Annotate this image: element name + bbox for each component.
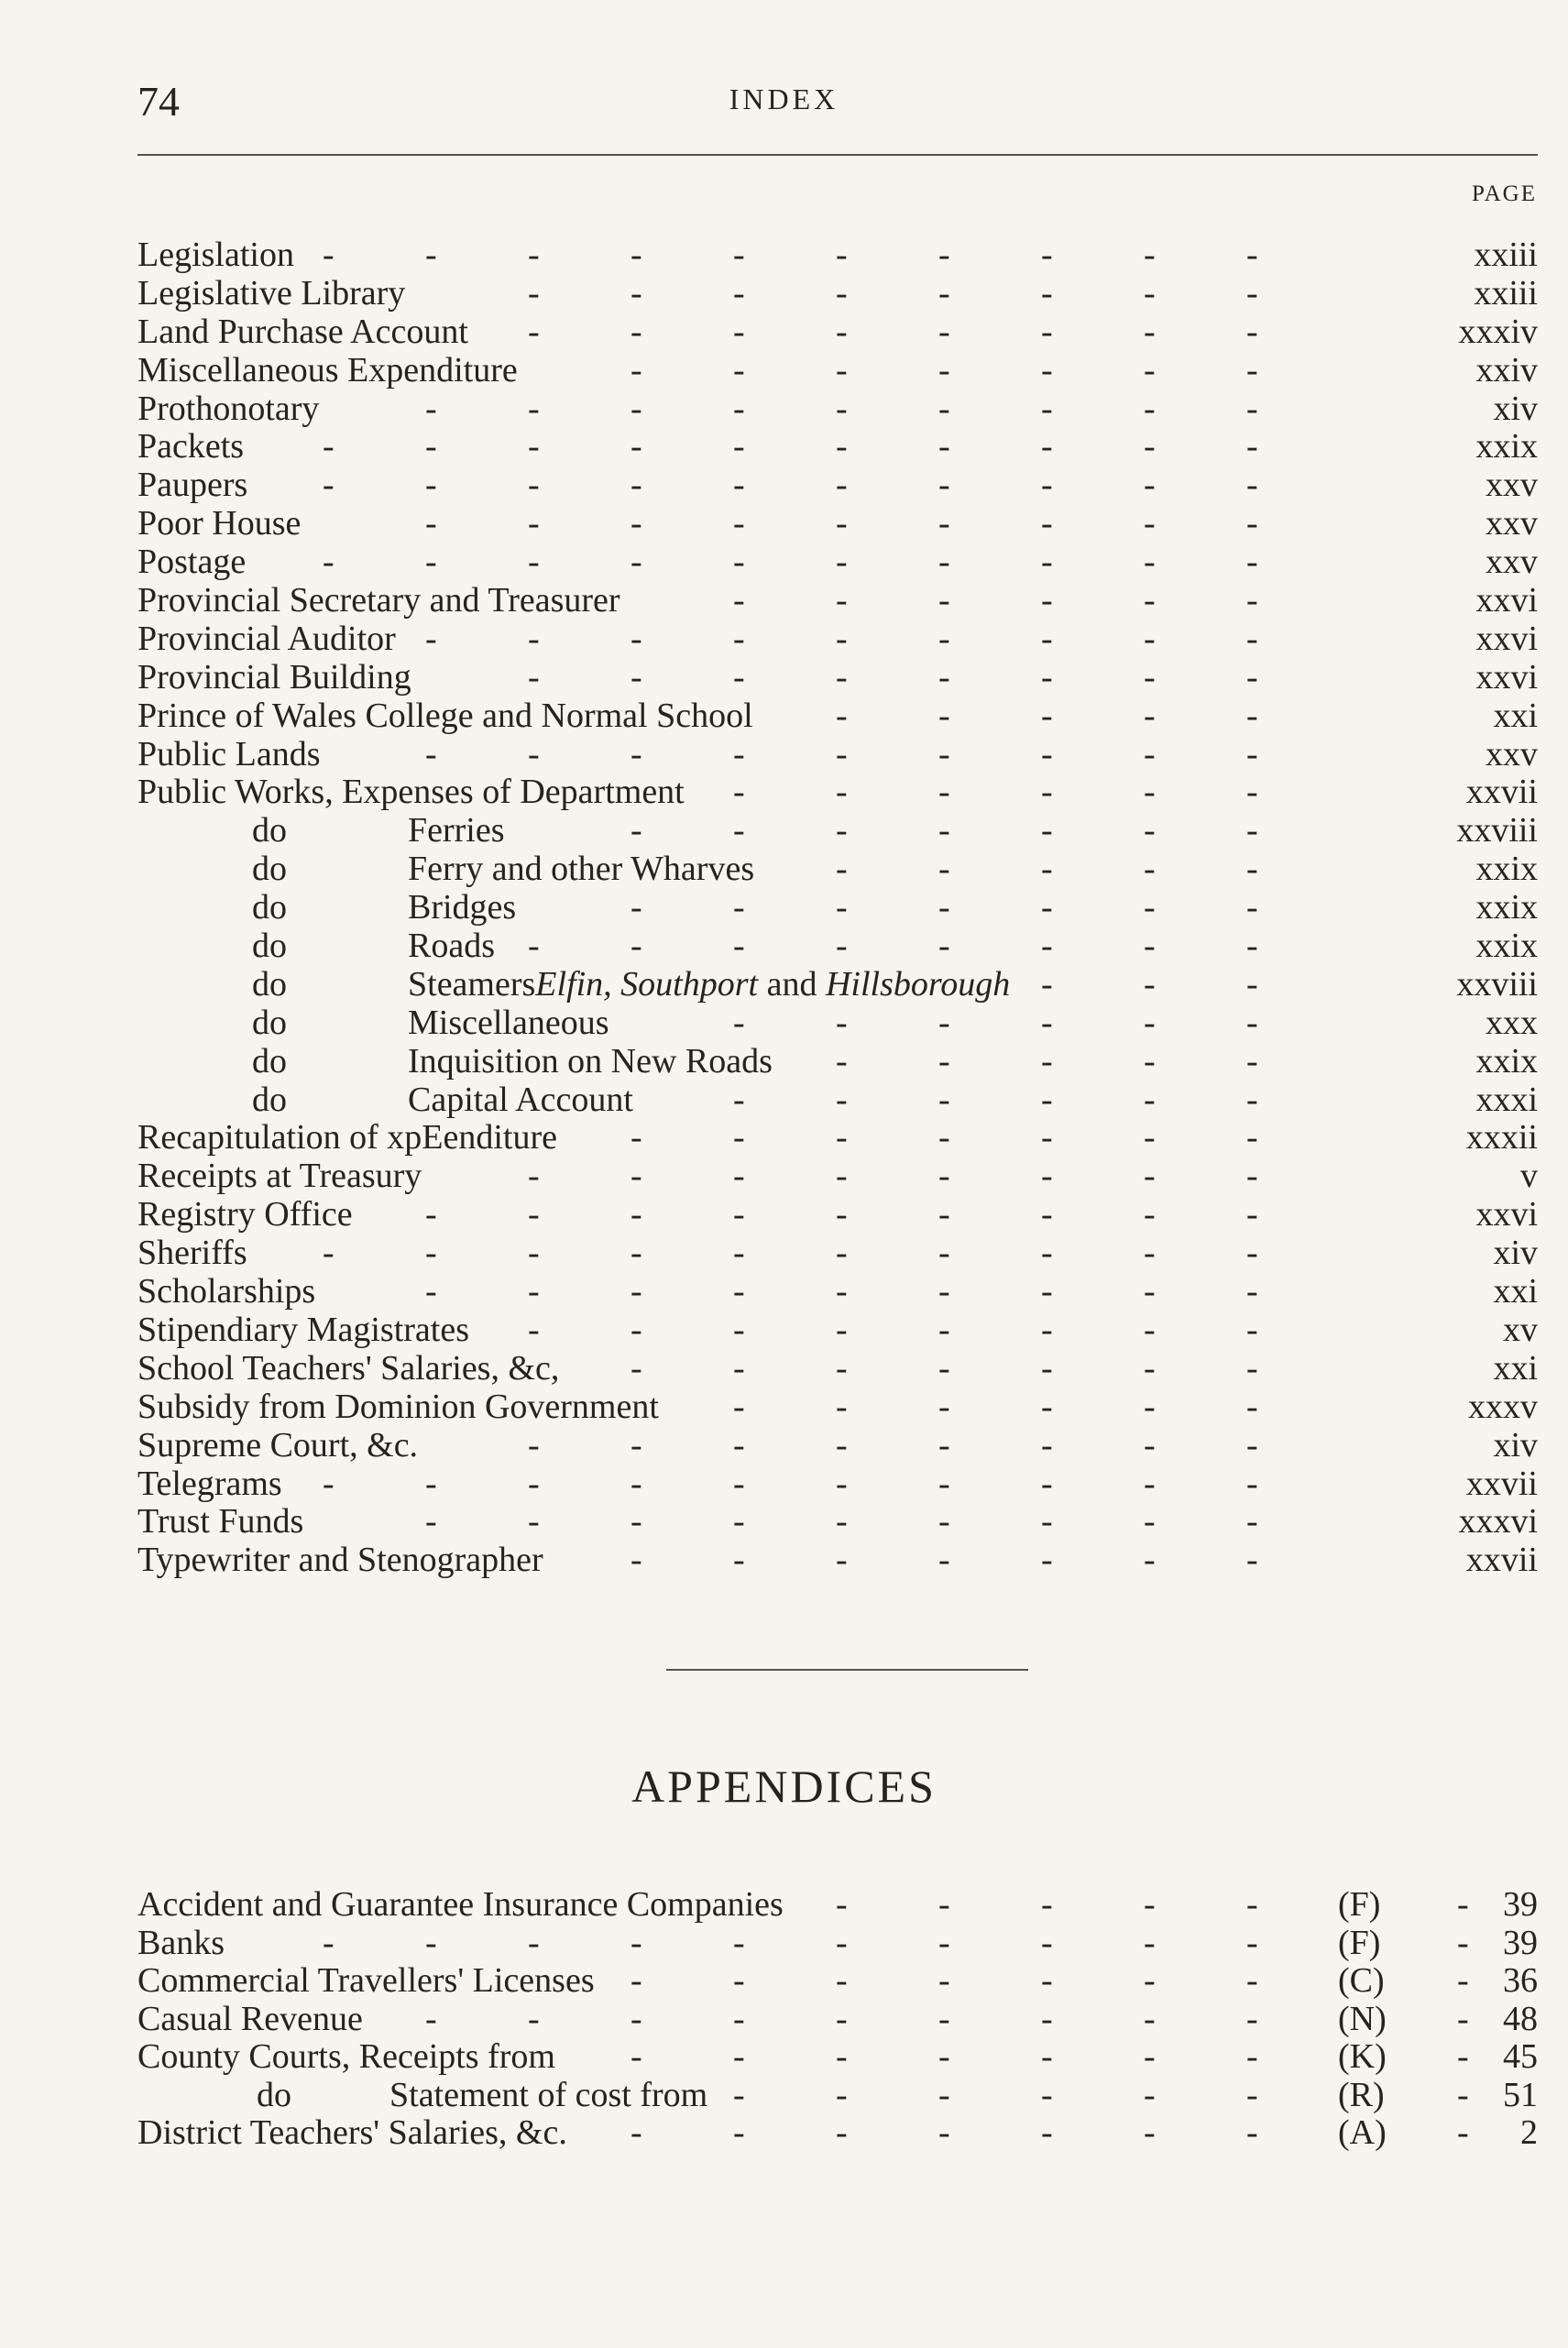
leader-dashes: - - - - - - - - - - [323, 236, 1258, 274]
entry-label [137, 313, 468, 352]
leader-dashes: - - - - - - - [630, 811, 1258, 850]
appendix-label-text: Statement of cost from [389, 2075, 708, 2114]
entry-label [137, 428, 244, 466]
entry-page: xxi [1493, 1272, 1538, 1311]
ditto-mark: do [252, 927, 287, 966]
leader-dashes: - - - - - - - - - - [323, 1234, 1258, 1273]
appendix-page: 51 [1503, 2075, 1538, 2114]
entry-page: xxxvi [1458, 1502, 1538, 1542]
leader-dashes: - - - - - - - - - [425, 1999, 1258, 2038]
index-entry [137, 313, 1538, 352]
appendix-page: 2 [1520, 2113, 1538, 2152]
entry-label-text: Stipendiary Magistrates [137, 1310, 469, 1349]
leader-dash: - [1457, 1961, 1469, 2000]
ditto-mark: do [252, 811, 287, 850]
appendix-label [137, 1925, 225, 1963]
entry-label-text: Roads [408, 927, 495, 966]
entry-page: xxv [1486, 504, 1538, 543]
leader-dashes: - - - [1041, 964, 1258, 1004]
appendix-page: 36 [1503, 1961, 1538, 2000]
appendix-entry [137, 1962, 1538, 2001]
appendix-label [137, 2001, 363, 2039]
entry-page: v [1520, 1157, 1538, 1196]
entry-label [252, 1081, 633, 1120]
leader-dashes: - - - - - - - - [528, 1157, 1258, 1196]
leader-dashes: - - - - - - - - - [425, 1502, 1258, 1542]
entry-label [137, 1503, 303, 1542]
entry-label-text: Supreme Court, &c. [137, 1425, 419, 1465]
header-rule [137, 154, 1538, 156]
entry-label-text: Prothonotary [137, 389, 320, 428]
entry-label-text: School Teachers' Salaries, &c, [137, 1348, 560, 1388]
appendix-label [257, 2077, 707, 2115]
index-entry [137, 1465, 1538, 1504]
leader-dashes: - - - - - - - - - - [323, 1464, 1258, 1503]
entry-label [252, 850, 754, 889]
leader-dashes: - - - - - - - [630, 888, 1258, 927]
leader-dashes: - - - - - - [733, 581, 1258, 620]
index-entry [137, 352, 1538, 390]
leader-dashes: - - - - - [836, 1885, 1258, 1924]
entry-label-text: Prince of Wales College and Normal School [137, 696, 753, 735]
entry-page: xxix [1475, 927, 1538, 966]
leader-dashes: - - - - - - [733, 1387, 1258, 1426]
entry-page: xxvii [1465, 773, 1538, 812]
entry-page: xxix [1475, 1041, 1538, 1081]
leader-dash: - [1457, 2037, 1469, 2076]
entry-page: xxvii [1465, 1464, 1538, 1503]
entry-label [137, 620, 396, 659]
entry-page: xxvii [1465, 1541, 1538, 1580]
entry-page: xxvi [1475, 1195, 1538, 1234]
leader-dash: - [1457, 2075, 1469, 2114]
appendix-letter: (K) [1338, 2037, 1387, 2076]
entry-label [137, 659, 411, 697]
leader-dash: - [1457, 1885, 1469, 1924]
appendix-page: 39 [1503, 1885, 1538, 1924]
entry-label-text: Inquisition on New Roads [408, 1041, 773, 1081]
index-entry [137, 889, 1538, 927]
leader-dashes: - - - - - - - - - [425, 389, 1258, 428]
appendix-label-text: County Courts, Receipts from [137, 2037, 555, 2076]
appendix-label-text: Accident and Guarantee Insurance Companies [137, 1885, 784, 1924]
leader-dashes: - - - - - [836, 1041, 1258, 1081]
appendix-entry [137, 1886, 1538, 1925]
entry-label-text: Capital Account [408, 1080, 633, 1119]
entry-label [137, 390, 319, 429]
index-entry [137, 620, 1538, 659]
entry-label-text: Provincial Auditor [137, 619, 396, 658]
entry-label [137, 1542, 543, 1580]
entry-label-text: Legislation [137, 236, 294, 274]
entry-label-text: Ferries [408, 811, 505, 850]
ditto-mark: do [252, 1003, 287, 1042]
leader-dashes: - - - - - - - [630, 2037, 1258, 2076]
entry-page: xxx [1486, 1003, 1538, 1042]
index-entry [137, 966, 1538, 1004]
ditto-mark: do [252, 850, 287, 889]
leader-dashes: - - - - - - - - [528, 1425, 1258, 1465]
entry-label-text: Poor House [137, 504, 302, 543]
entry-page: xv [1503, 1310, 1538, 1349]
entry-page: xxiv [1475, 350, 1538, 390]
index-entry [137, 736, 1538, 774]
entry-label-text: Telegrams [137, 1464, 282, 1503]
leader-dashes: - - - - - - - - - - [323, 466, 1258, 505]
leader-dashes: - - - - - - - - - [425, 619, 1258, 658]
entry-label [252, 1043, 773, 1081]
entry-page: xxviii [1456, 964, 1538, 1004]
appendix-page: 45 [1503, 2037, 1538, 2076]
entry-label-text: Typewriter and Stenographer [137, 1541, 543, 1580]
index-entry [137, 505, 1538, 543]
leader-dashes: - - - - - - [733, 1080, 1258, 1119]
entry-label [137, 1427, 418, 1465]
leader-dashes: - - - - - [836, 696, 1258, 735]
entry-label [137, 697, 753, 736]
index-entry [137, 1158, 1538, 1196]
entry-label [137, 736, 320, 774]
appendix-entry [137, 2001, 1538, 2039]
leader-dashes: - - - - - - - - [528, 273, 1258, 313]
entry-label [137, 1196, 353, 1234]
entry-page: xxix [1475, 427, 1538, 466]
entry-label [252, 966, 1010, 1004]
index-entry [137, 1388, 1538, 1427]
appendix-label [137, 1886, 784, 1925]
entry-label-text: Packets [137, 427, 245, 466]
entry-label [137, 1388, 659, 1427]
entry-page: xxiii [1474, 236, 1538, 274]
leader-dash: - [1457, 1923, 1469, 1962]
entry-label-part: Hillsborough [825, 964, 1011, 1004]
entry-label [137, 1465, 282, 1504]
entry-label-text: Public Works, Expenses of Department [137, 773, 685, 812]
index-entry [137, 466, 1538, 505]
leader-dashes: - - - - - - [733, 1003, 1258, 1042]
leader-dashes: - - - - - - - [630, 1961, 1258, 2000]
entry-label [137, 1311, 469, 1350]
index-entry [137, 390, 1538, 429]
index-entry [137, 1234, 1538, 1273]
entry-page: xxi [1493, 1348, 1538, 1388]
entry-label [137, 1158, 422, 1196]
entry-label-text: Sheriffs [137, 1234, 247, 1273]
entry-page: xxviii [1456, 811, 1538, 850]
leader-dash: - [1457, 1999, 1469, 2038]
index-entry [137, 1427, 1538, 1465]
entry-label [137, 1234, 247, 1273]
index-entry [137, 1004, 1538, 1043]
entry-label-text: Trust Funds [137, 1502, 304, 1542]
index-entry [137, 582, 1538, 620]
entry-label-text: Bridges [408, 888, 517, 927]
entry-label-text: Miscellaneous Expenditure [137, 350, 518, 390]
appendix-entry [137, 2077, 1538, 2115]
leader-dashes: - - - - - - - [630, 1348, 1258, 1388]
ditto-mark: do [257, 2075, 291, 2114]
page-column-heading: PAGE [1472, 181, 1537, 206]
leader-dashes: - - - - - - [733, 773, 1258, 812]
entry-label-text: Receipts at Treasury [137, 1157, 422, 1196]
entry-page: xxvi [1475, 619, 1538, 658]
entry-label [137, 505, 301, 543]
entry-label [137, 543, 246, 582]
entry-label-text: Postage [137, 543, 247, 582]
entry-page: xiv [1493, 1234, 1538, 1273]
appendix-label-text: Commercial Travellers' Licenses [137, 1961, 595, 2000]
entry-label [252, 812, 505, 850]
entry-label-part: Elfin, Southport [535, 964, 759, 1004]
entry-page: xxix [1475, 850, 1538, 889]
entry-page: xxxiv [1458, 312, 1538, 351]
entry-label [252, 927, 495, 966]
entry-label-text: Subsidy from Dominion Government [137, 1387, 659, 1426]
index-entry [137, 1196, 1538, 1234]
leader-dashes: - - - - - - - - [528, 927, 1258, 966]
entry-page: xxxii [1465, 1118, 1538, 1158]
appendix-entries [137, 1886, 1538, 2153]
entry-label [137, 236, 294, 275]
entry-page: xxix [1475, 888, 1538, 927]
entry-page: xxv [1486, 734, 1538, 774]
appendix-label-text: Banks [137, 1923, 225, 1962]
appendix-label-text: Casual Revenue [137, 1999, 363, 2038]
appendix-label [137, 1962, 595, 2001]
ditto-mark: do [252, 964, 287, 1004]
entry-label [137, 774, 685, 812]
entry-label [137, 352, 518, 390]
entry-page: xxi [1493, 696, 1538, 735]
entry-label [137, 1350, 559, 1388]
appendix-label [137, 2114, 567, 2153]
entry-label [252, 1004, 609, 1043]
index-entry [137, 1503, 1538, 1542]
page-number: 74 [137, 78, 180, 125]
entry-page: xxxv [1468, 1387, 1538, 1426]
entry-label-text: Scholarships [137, 1272, 316, 1311]
ditto-mark: do [252, 1041, 287, 1081]
appendix-letter: (C) [1338, 1961, 1385, 2000]
appendix-letter: (F) [1338, 1885, 1381, 1924]
index-entry [137, 1273, 1538, 1311]
leader-dashes: - - - - - - - - - - [323, 543, 1258, 582]
leader-dashes: - - - - - - - - [528, 657, 1258, 697]
index-entry [137, 1542, 1538, 1580]
entry-label-text: Miscellaneous [408, 1003, 609, 1042]
leader-dashes: - - - - - - - - - - [323, 1923, 1258, 1962]
entry-label-text: Public Lands [137, 734, 321, 774]
index-entry [137, 659, 1538, 697]
entry-page: xiv [1493, 1425, 1538, 1465]
index-entry [137, 812, 1538, 850]
index-entry [137, 927, 1538, 966]
entry-label-text: Recapitulation of xpEenditure [137, 1118, 557, 1158]
leader-dashes: - - - - - - - - - - [323, 427, 1258, 466]
entry-page: xxxi [1475, 1080, 1538, 1119]
entry-page: xiv [1493, 389, 1538, 428]
entry-label-text: Provincial Building [137, 657, 411, 697]
entry-label-text: Registry Office [137, 1195, 353, 1234]
entry-page: xxv [1486, 543, 1538, 582]
index-entry [137, 275, 1538, 313]
leader-dashes: - - - - - - - [630, 1118, 1258, 1158]
entry-label-text: Ferry and other Wharves [408, 850, 755, 889]
page-title: INDEX [729, 82, 839, 115]
leader-dashes: - - - - - [836, 850, 1258, 889]
section-divider [666, 1669, 1028, 1671]
entry-label [137, 1273, 315, 1311]
entry-label [137, 275, 405, 313]
index-entry [137, 850, 1538, 889]
entry-label-part: Steamers [408, 964, 536, 1004]
leader-dashes: - - - - - - - - [528, 312, 1258, 351]
index-entry [137, 236, 1538, 275]
leader-dashes: - - - - - - - - [528, 1310, 1258, 1349]
entry-label [137, 582, 620, 620]
entry-label-text: Paupers [137, 466, 248, 505]
entry-label [137, 466, 247, 505]
appendix-letter: (R) [1338, 2075, 1385, 2114]
leader-dashes: - - - - - - - [630, 1541, 1258, 1580]
appendix-entry [137, 2114, 1538, 2153]
entry-label-text: Legislative Library [137, 273, 406, 313]
ditto-mark: do [252, 1080, 287, 1119]
entry-label [252, 889, 516, 927]
index-entry [137, 697, 1538, 736]
index-entry [137, 774, 1538, 812]
entry-label-text: Land Purchase Account [137, 312, 468, 351]
index-entries [137, 236, 1538, 1580]
leader-dashes: - - - - - - - [630, 350, 1258, 390]
appendix-letter: (A) [1338, 2113, 1387, 2152]
leader-dashes: - - - - - - - - - [425, 504, 1258, 543]
entry-page: xxv [1486, 466, 1538, 505]
appendix-letter: (F) [1338, 1923, 1381, 1962]
appendix-entry [137, 2038, 1538, 2077]
index-entry [137, 1081, 1538, 1120]
appendix-letter: (N) [1338, 1999, 1387, 2038]
leader-dashes: - - - - - - [733, 2075, 1258, 2114]
entry-label [137, 1119, 557, 1158]
leader-dash: - [1457, 2113, 1469, 2152]
leader-dashes: - - - - - - - - - [425, 734, 1258, 774]
appendices-title: APPENDICES [631, 1761, 937, 1812]
appendix-label [137, 2038, 555, 2077]
leader-dashes: - - - - - - - [630, 2113, 1258, 2152]
index-entry [137, 1043, 1538, 1081]
index-entry [137, 543, 1538, 582]
leader-dashes: - - - - - - - - - [425, 1195, 1258, 1234]
index-entry [137, 1119, 1538, 1158]
ditto-mark: do [252, 888, 287, 927]
entry-label-part: and [758, 964, 826, 1004]
index-entry [137, 1311, 1538, 1350]
appendix-label-text: District Teachers' Salaries, &c. [137, 2113, 567, 2152]
index-entry [137, 428, 1538, 466]
entry-page: xxiii [1474, 273, 1538, 313]
entry-page: xxvi [1475, 657, 1538, 697]
appendix-page: 48 [1503, 1999, 1538, 2038]
appendix-page: 39 [1503, 1923, 1538, 1962]
leader-dashes: - - - - - - - - - [425, 1272, 1258, 1311]
appendix-entry [137, 1925, 1538, 1963]
entry-page: xxvi [1475, 581, 1538, 620]
index-entry [137, 1350, 1538, 1388]
entry-label-text: Provincial Secretary and Treasurer [137, 581, 620, 620]
